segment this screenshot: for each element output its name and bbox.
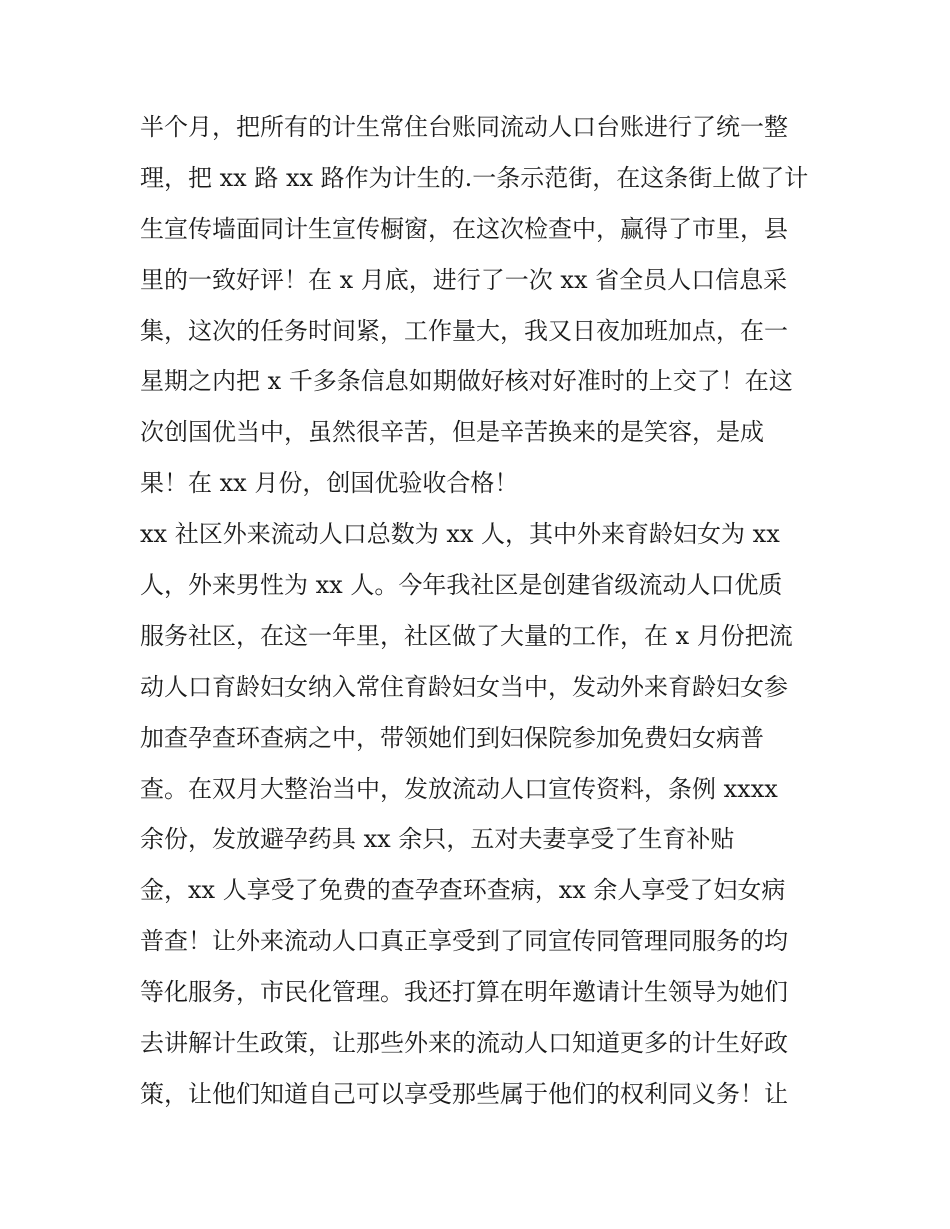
- text-line: 查。在双月大整治当中，发放流动人口宣传资料，条例 xxxx: [140, 774, 778, 803]
- text-line: 动人口育龄妇女纳入常住育龄妇女当中，发动外来育龄妇女参: [140, 672, 788, 701]
- text-line: 普查！让外来流动人口真正享受到了同宣传同管理同服务的均: [140, 927, 788, 956]
- text-line: 理，把 xx 路 xx 路作为计生的.一条示范街，在这条街上做了计: [140, 163, 809, 192]
- text-line: 余份，发放避孕药具 xx 余只，五对夫妻享受了生育补贴: [140, 825, 735, 854]
- text-line: xx 社区外来流动人口总数为 xx 人，其中外来育龄妇女为 xx: [140, 520, 780, 549]
- text-line: 里的一致好评！在 x 月底，进行了一次 xx 省全员人口信息采: [140, 265, 788, 294]
- text-line: 生宣传墙面同计生宣传橱窗，在这次检查中，赢得了市里，县: [140, 214, 788, 243]
- text-line: 人，外来男性为 xx 人。今年我社区是创建省级流动人口优质: [140, 571, 783, 600]
- text-line: 半个月，把所有的计生常住台账同流动人口台账进行了统一整: [140, 113, 788, 141]
- text-line: 服务社区，在这一年里，社区做了大量的工作，在 x 月份把流: [140, 621, 793, 650]
- text-line: 果！在 xx 月份，创国优验收合格！: [140, 469, 519, 498]
- text-line: 加查孕查环查病之中，带领她们到妇保院参加免费妇女病普: [140, 723, 764, 752]
- text-line: 策，让他们知道自己可以享受那些属于他们的权利同义务！让: [140, 1079, 788, 1108]
- text-line: 星期之内把 x 千多条信息如期做好核对好准时的上交了！在这: [140, 367, 793, 396]
- text-line: 去讲解计生政策，让那些外来的流动人口知道更多的计生好政: [140, 1029, 788, 1058]
- text-line: 集，这次的任务时间紧，工作量大，我又日夜加班加点，在一: [140, 316, 788, 345]
- document-body: [140, 102, 820, 1120]
- text-line: 次创国优当中，虽然很辛苦，但是辛苦换来的是笑容，是成: [140, 418, 764, 447]
- text-line: 等化服务，市民化管理。我还打算在明年邀请计生领导为她们: [140, 978, 788, 1007]
- text-line: 金，xx 人享受了免费的查孕查环查病，xx 余人享受了妇女病: [140, 876, 786, 905]
